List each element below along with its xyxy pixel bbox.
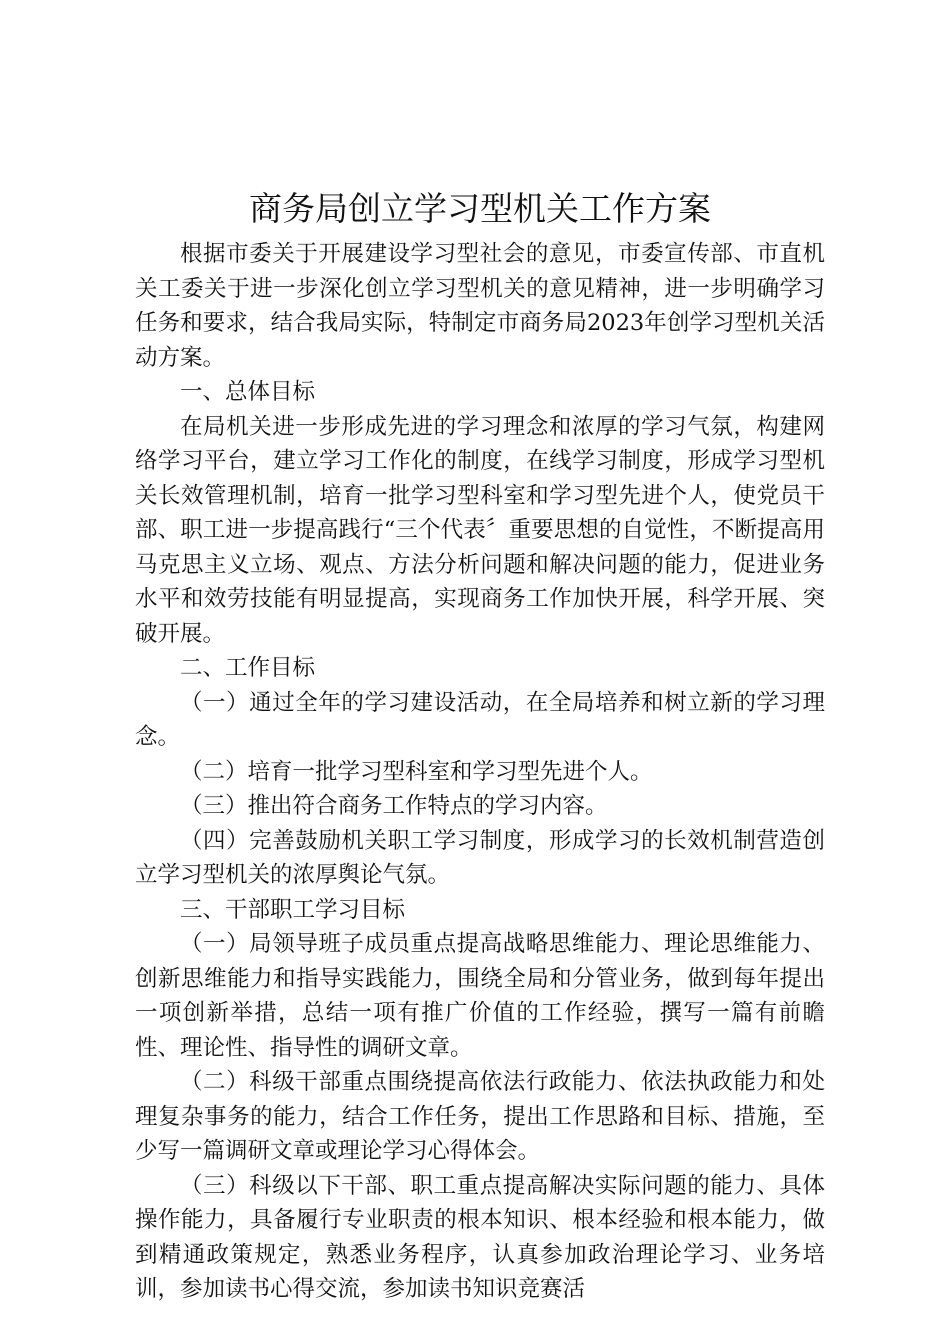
document-title: 商务局创立学习型机关工作方案 bbox=[249, 189, 711, 228]
list-item: （一）局领导班子成员重点提高战略思维能力、理论思维能力、创新思维能力和指导实践能力，围绕全局和分管业务，做到每年提出一项创新举措，总结一项有推广价值的工作经验，撰写一篇有前瞻性、理论性、指导性的调研文章。 bbox=[135, 931, 825, 1061]
section-heading: 三、干部职工学习目标 bbox=[180, 896, 406, 923]
list-item: （三）推出符合商务工作特点的学习内容。 bbox=[180, 793, 608, 819]
document-page bbox=[135, 183, 825, 1307]
list-item: （一）通过全年的学习建设活动，在全局培养和树立新的学习理念。 bbox=[135, 689, 825, 750]
list-item: （二）培育一批学习型科室和学习型先进个人。 bbox=[180, 758, 653, 785]
list-item: （二）科级干部重点围绕提高依法行政能力、依法执政能力和处理复杂事务的能力，结合工作任务，提出工作思路和目标、措施，至少写一篇调研文章或理论学习心得体会。 bbox=[135, 1069, 825, 1164]
list-item: （四）完善鼓励机关职工学习制度，形成学习的长效机制营造创立学习型机关的浓厚舆论气氛。 bbox=[135, 827, 825, 888]
intro-paragraph: 根据市委关于开展建设学习型社会的意见，市委宣传部、市直机关工委关于进一步深化创立学习型机关的意见精神，进一步明确学习任务和要求，结合我局实际，特制定市商务局2023年创学习型机关活动方案。 bbox=[135, 241, 825, 371]
section-heading: 一、总体目标 bbox=[180, 379, 316, 405]
list-item: （三）科级以下干部、职工重点提高解决实际问题的能力、具体操作能力，具备履行专业职责的根本知识、根本经验和根本能力，做到精通政策规定，熟悉业务程序，认真参加政治理论学习、业务培训，参加读书心得交流，参加读书知识竞赛活 bbox=[135, 1172, 825, 1302]
body-paragraph: 在局机关进一步形成先进的学习理念和浓厚的学习气氛，构建网络学习平台，建立学习工作化的制度，在线学习制度，形成学习型机关长效管理机制，培育一批学习型科室和学习型先进个人，使党员干部、职工进一步提高践行“三个代表〞重要思想的自觉性，不断提高用马克思主义立场、观点、方法分析问题和解决问题的能力，促进业务水平和效劳技能有明显提高，实现商务工作加快开展，科学开展、突破开展。 bbox=[135, 413, 825, 647]
section-heading: 二、工作目标 bbox=[180, 655, 316, 681]
